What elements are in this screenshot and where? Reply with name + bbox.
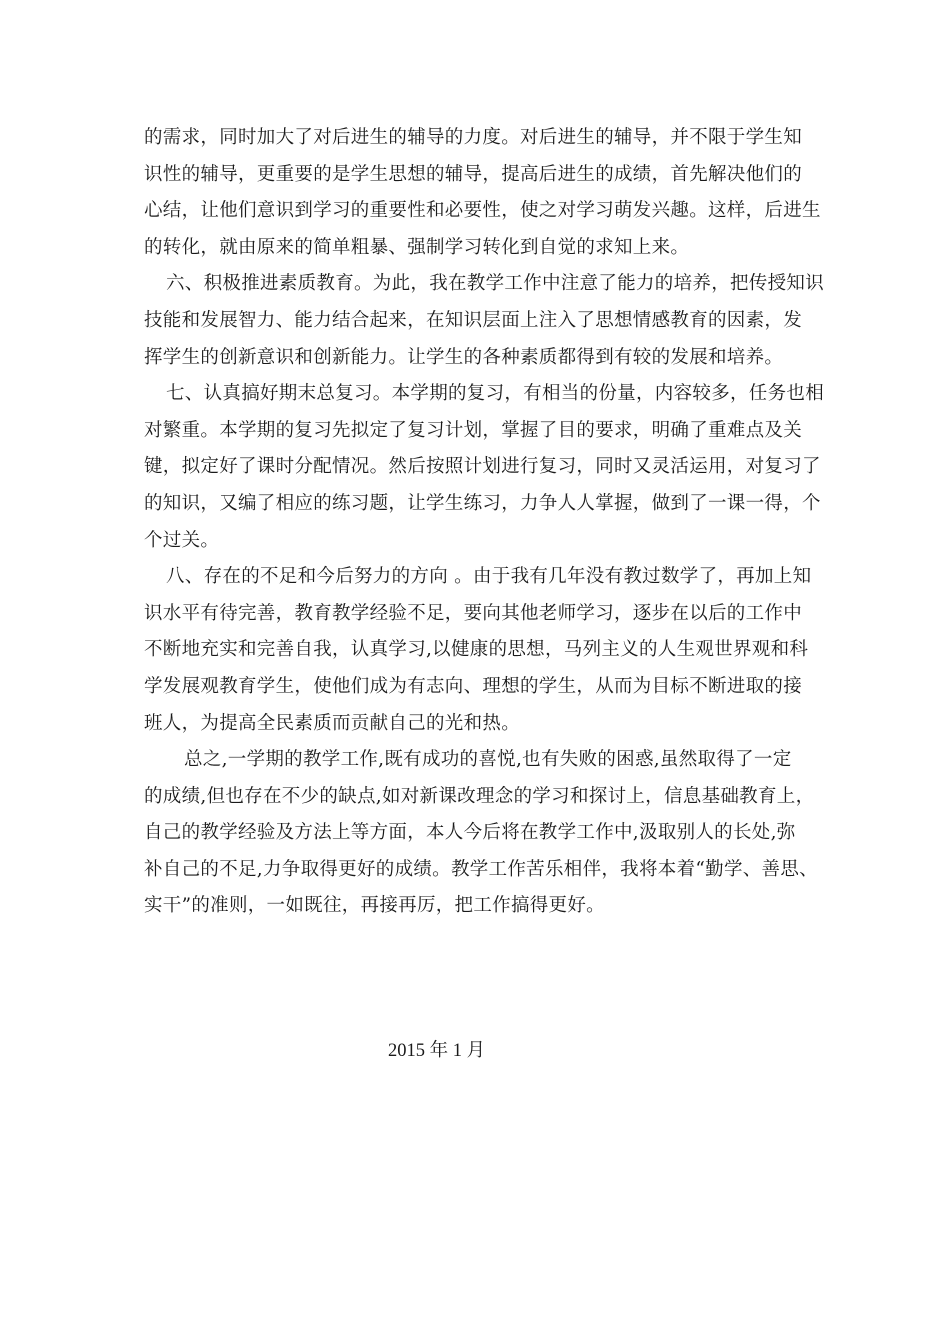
- text-line: 班人，为提高全民素质而贡献自己的光和热。: [144, 712, 521, 734]
- section-six-heading-line: 六、积极推进素质教育。为此，我在教学工作中注意了能力的培养，把传授知识: [166, 273, 825, 295]
- section-seven-heading-line: 七、认真搞好期末总复习。本学期的复习，有相当的份量，内容较多，任务也相: [166, 383, 825, 405]
- section-eight-heading-line: 八、存在的不足和今后努力的方向 。由于我有几年没有教过数学了，再加上知: [166, 566, 812, 588]
- text-line: 的需求，同时加大了对后进生的辅导的力度。对后进生的辅导，并不限于学生知: [144, 127, 803, 148]
- text-line: 自己的教学经验及方法上等方面，本人今后将在教学工作中,汲取别人的长处,弥: [144, 822, 796, 844]
- text-line: 识水平有待完善，教育教学经验不足，要向其他老师学习，逐步在以后的工作中: [144, 602, 803, 624]
- text-line: 键，拟定好了课时分配情况。然后按照计划进行复习，同时又灵活运用，对复习了: [144, 456, 821, 478]
- document-date: 2015 年 1 月: [388, 1041, 486, 1061]
- text-line: 的转化，就由原来的简单粗暴、强制学习转化到自觉的求知上来。: [144, 236, 690, 258]
- text-line: 的成绩,但也存在不少的缺点,如对新课改理念的学习和探讨上，信息基础教育上，: [144, 785, 815, 807]
- text-line: 学发展观教育学生，使他们成为有志向、理想的学生，从而为目标不断进取的接: [144, 675, 803, 697]
- text-line: 挥学生的创新意识和创新能力。让学生的各种素质都得到有较的发展和培养。: [144, 346, 784, 368]
- text-line: 的知识，又编了相应的练习题，让学生练习，力争人人掌握，做到了一课一得，个: [144, 492, 821, 514]
- summary-first-line: 总之,一学期的教学工作,既有成功的喜悦,也有失败的困惑,虽然取得了一定: [184, 749, 792, 771]
- text-line: 不断地充实和完善自我，认真学习,以健康的思想，马列主义的人生观世界观和科: [144, 639, 809, 661]
- text-line: 技能和发展智力、能力结合起来，在知识层面上注入了思想情感教育的因素，发: [144, 309, 803, 331]
- text-line: 实干”的准则，一如既往，再接再厉，把工作搞得更好。: [144, 895, 605, 917]
- body-text: [144, 120, 825, 925]
- text-line: 个过关。: [144, 529, 220, 551]
- text-line: 识性的辅导，更重要的是学生思想的辅导，提高后进生的成绩，首先解决他们的: [144, 163, 803, 185]
- text-line: 心结，让他们意识到学习的重要性和必要性，使之对学习萌发兴趣。这样，后进生: [144, 200, 821, 222]
- text-line: 对繁重。本学期的复习先拟定了复习计划，掌握了目的要求，明确了重难点及关: [144, 419, 803, 441]
- text-line: 补自己的不足,力争取得更好的成绩。教学工作苦乐相伴，我将本着“勤学、善思、: [144, 858, 818, 880]
